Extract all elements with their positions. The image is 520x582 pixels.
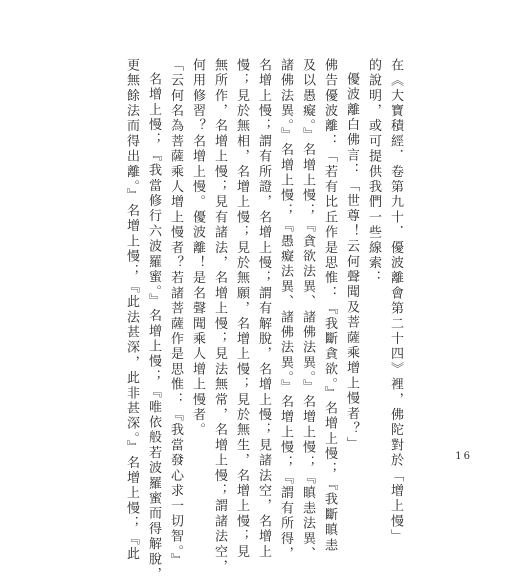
text-column-10: 何用修習？名增上慢。優波離！是名聲聞乘人增上慢者。 [190, 58, 205, 438]
text-column-3: 優波離白佛言：「世尊！云何聲聞及菩薩乘增上慢者？」 [344, 72, 359, 452]
text-column-13: 更無餘法而得出離。』名增上慢；『此法甚深，此非甚深。』名增上慢；『此 [124, 58, 139, 562]
text-column-8: 慢；見於無相，名增上慢；見於無願，名增上慢；見於無生，名增上慢；見 [234, 58, 249, 560]
text-column-7: 名增上慢；謂有所證，名增上慢；謂有解脫，名增上慢；見諸法空，名增上 [256, 58, 271, 560]
text-column-9: 無所作，名增上慢；見有諸法，名增上慢；見法無常，名增上慢；謂諸法空， [212, 58, 227, 575]
text-column-5: 及以愚癡。』名增上慢；『貪欲法異、諸佛法異。』名增上慢；『瞋恚法異、 [300, 58, 315, 562]
text-column-12: 名增上慢；『我當修行六波羅蜜。』名增上慢；『唯依般若波羅蜜而得解脫， [146, 72, 161, 582]
text-column-4: 佛告優波離：「若有比丘作是思惟：『我斷貪欲。』名增上慢；『我斷瞋恚 [322, 58, 337, 554]
text-column-2: 的說明，或可提供我們一些線索： [366, 58, 381, 286]
text-column-1: 在《大寶積經．卷第九十．優波離會第二十四》裡，佛陀對於「增上慢」 [388, 58, 403, 545]
page-number: 16 [455, 451, 472, 462]
text-column-11: 「云何名為菩薩乘人增上慢者？若諸菩薩作是思惟：『我當發心求一切智。』 [168, 58, 183, 569]
text-column-6: 諸佛法異。』名增上慢；『愚癡法異、諸佛法異。』名增上慢；『謂有所得， [278, 58, 293, 562]
